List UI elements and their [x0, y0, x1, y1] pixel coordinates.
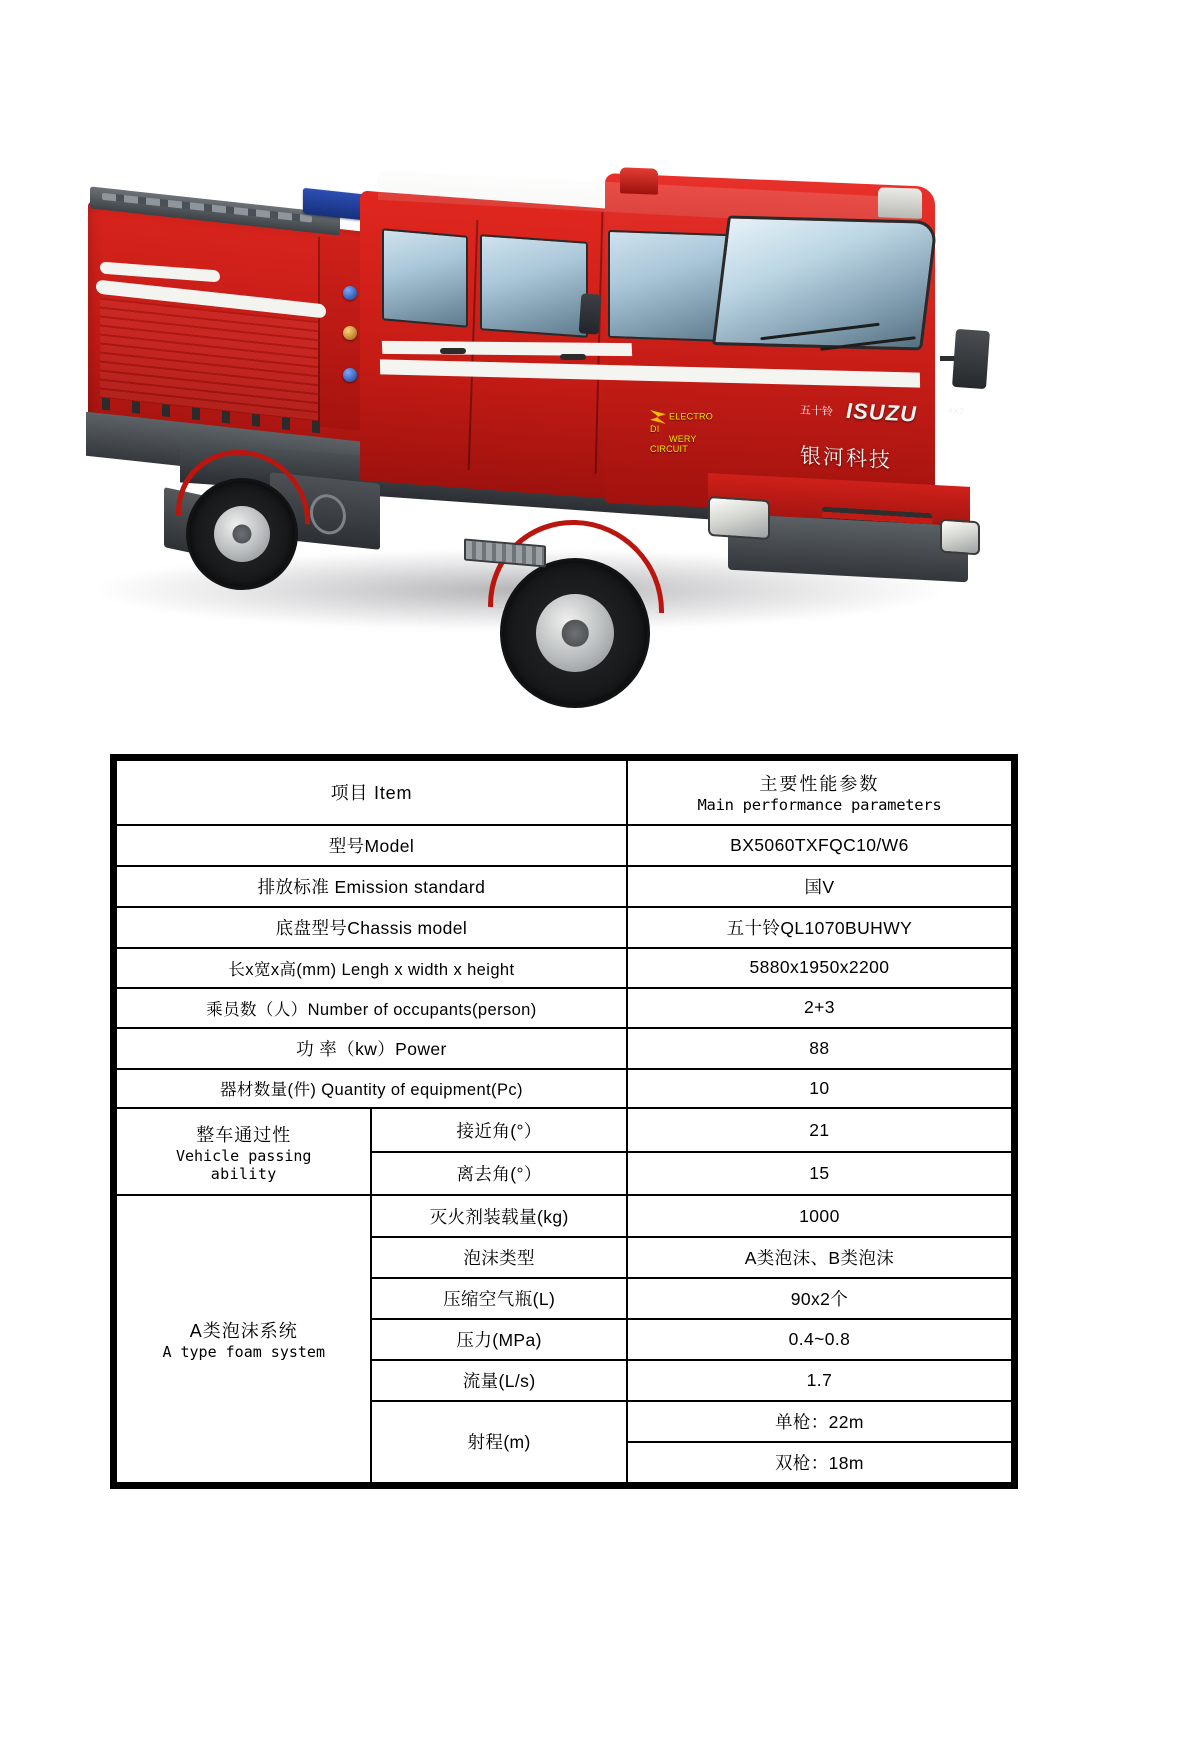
table-row [116, 1069, 1012, 1109]
row-label: 型号Model [116, 825, 627, 866]
wheel-hub [214, 506, 270, 562]
vehicle-photo-panel [0, 0, 1177, 735]
row-value: 88 [627, 1028, 1012, 1069]
header-item-label: 项目 Item [330, 783, 413, 804]
table-row [116, 988, 1012, 1028]
door-handle [560, 354, 586, 360]
row-value: 国V [627, 866, 1012, 907]
sub-label: 离去角(°） [371, 1152, 626, 1196]
sub-label: 流量(L/s) [371, 1360, 626, 1401]
isuzu-badge: ISUZU [846, 397, 917, 427]
table-row [116, 1028, 1012, 1069]
table-row [116, 1195, 1012, 1236]
rear-door-window [480, 234, 588, 338]
side-logo-line2: WERY CIRCUIT [650, 434, 697, 454]
row-value: 0.4~0.8 [627, 1319, 1012, 1360]
chevron-logo-icon [650, 410, 666, 424]
row-value: 21 [627, 1108, 1012, 1152]
panel-knob-icon [343, 326, 357, 340]
side-manufacturer-logo [650, 410, 720, 454]
row-value: A类泡沫、B类泡沫 [627, 1237, 1012, 1278]
row-label: 功 率（kw）Power [116, 1028, 627, 1069]
table-row [116, 825, 1012, 866]
sub-label: 灭火剂装载量(kg) [371, 1195, 626, 1236]
header-params-cn: 主要性能参数 [759, 774, 880, 795]
row-value: BX5060TXFQC10/W6 [627, 825, 1012, 866]
headlight-left [708, 496, 770, 540]
row-value: 10 [627, 1069, 1012, 1109]
table-row [116, 1108, 1012, 1152]
row-value: 5880x1950x2200 [627, 948, 1012, 988]
specification-table [110, 754, 1018, 1489]
roof-beacon-light [620, 167, 658, 194]
row-label: 底盘型号Chassis model [116, 907, 627, 948]
row-value-double-gun: 双枪：18m [627, 1442, 1012, 1483]
header-item-cell [116, 760, 627, 825]
row-value: 90x2个 [627, 1278, 1012, 1319]
group-label-en-2: ability [210, 1164, 277, 1183]
table-row [116, 866, 1012, 907]
side-logo-line1: ELECTRO DI [650, 411, 713, 434]
fire-truck-illustration [60, 80, 1060, 680]
row-value: 1000 [627, 1195, 1012, 1236]
group-label-cn: A类泡沫系统 [189, 1321, 298, 1342]
side-mirror-left [579, 293, 602, 334]
group-label-cn: 整车通过性 [196, 1124, 292, 1145]
table-row [116, 948, 1012, 988]
header-params-en: Main performance parameters [697, 796, 942, 815]
panel-knob-icon [343, 368, 357, 382]
panel-knob-icon [343, 286, 357, 300]
door-handle [440, 348, 466, 354]
row-label: 器材数量(件) Quantity of equipment(Pc) [116, 1069, 627, 1109]
row-value: 五十铃QL1070BUHWY [627, 907, 1012, 948]
group-label-passing-ability [116, 1108, 371, 1195]
axle-badge: 4X2 [948, 405, 965, 417]
sub-label: 泡沫类型 [371, 1237, 626, 1278]
front-wheel [500, 558, 650, 708]
sub-label: 射程(m) [371, 1401, 626, 1483]
row-value-single-gun: 单枪：22m [627, 1401, 1012, 1442]
header-params-cell [627, 760, 1012, 825]
isuzu-cn-badge: 五十铃 [800, 404, 833, 419]
sub-label: 压缩空气瓶(L) [371, 1278, 626, 1319]
group-label-en: A type foam system [162, 1343, 325, 1362]
rear-wheel [186, 478, 298, 590]
table-row [116, 907, 1012, 948]
row-value: 1.7 [627, 1360, 1012, 1401]
row-label: 排放标准 Emission standard [116, 866, 627, 907]
group-label-en-1: Vehicle passing [175, 1146, 312, 1165]
row-value: 2+3 [627, 988, 1012, 1028]
headlight-right [940, 519, 980, 556]
sub-label: 接近角(°） [371, 1108, 626, 1152]
side-mirror-right [952, 329, 990, 389]
reflective-stripe-cab-upper [382, 341, 632, 356]
group-label-foam-system [116, 1195, 371, 1483]
roof-beacon-light-right [878, 187, 922, 219]
rear-side-window [382, 228, 468, 328]
row-label: 乘员数（人）Number of occupants(person) [116, 988, 627, 1028]
wheel-hub [536, 594, 614, 672]
table-header-row [116, 760, 1012, 825]
front-door-window [608, 230, 728, 342]
row-label: 长x宽x高(mm) Lengh x width x height [116, 948, 627, 988]
sub-label: 压力(MPa) [371, 1319, 626, 1360]
row-value: 15 [627, 1152, 1012, 1196]
brand-name-cn: 银河科技 [800, 444, 892, 473]
